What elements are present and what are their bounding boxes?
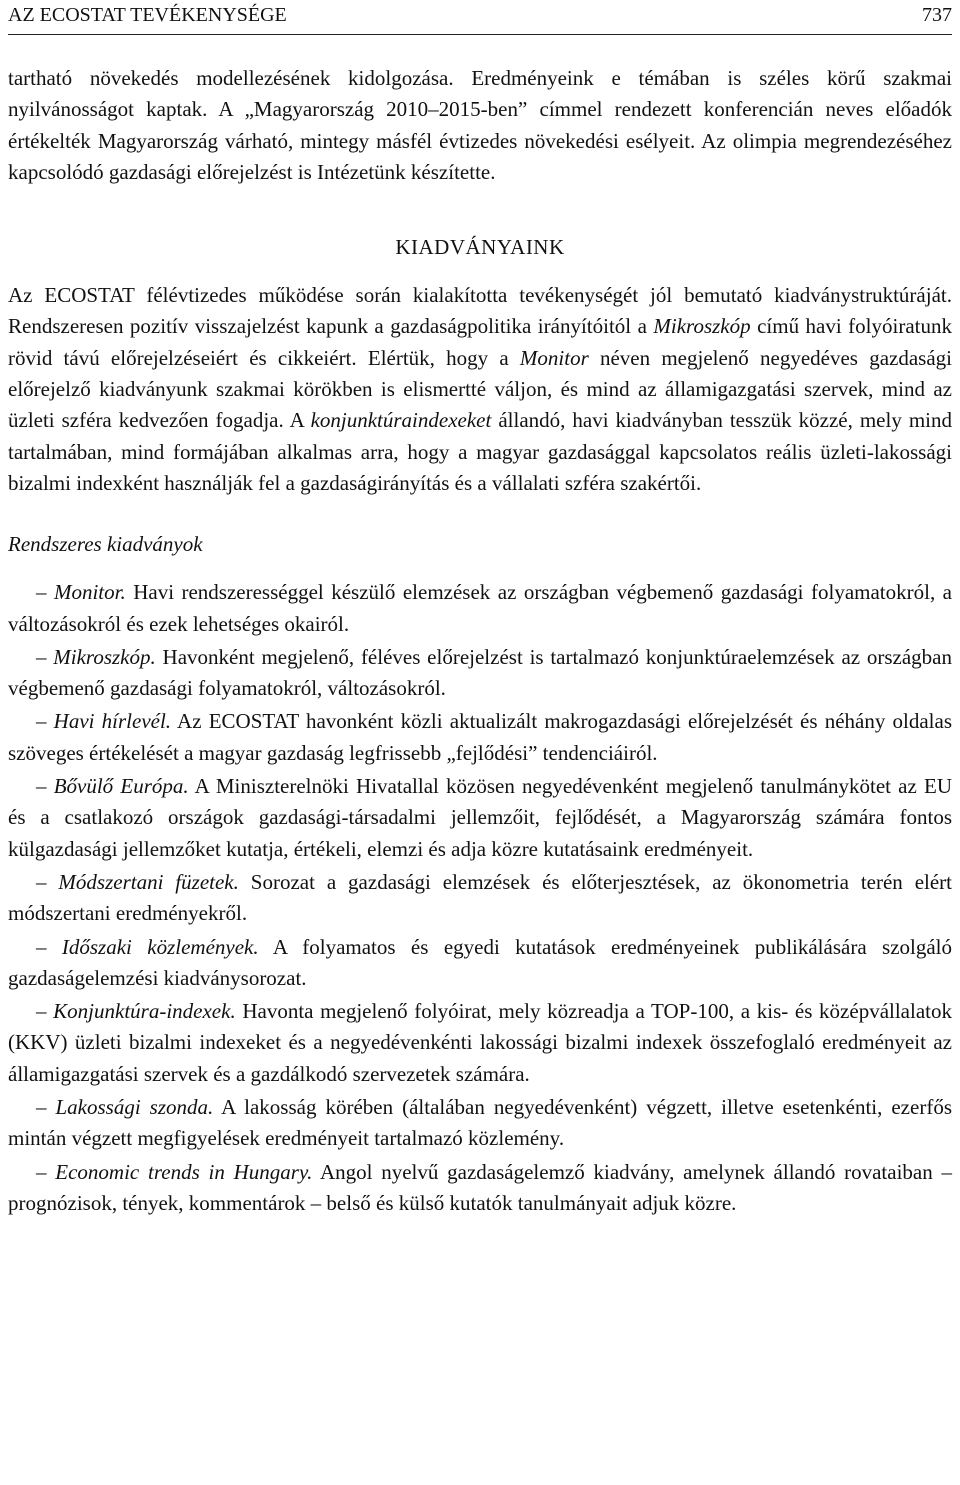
- publication-description: Havonként megjelenő, féléves előrejelzést is tartalmazó konjunktúraelemzések az országban végbemenő gazdasági folyamatokról, változásokról.: [8, 644, 952, 701]
- list-dash: –: [36, 1095, 56, 1120]
- publications-text-1: Az ECOSTAT félévtizedes működése során kialakította tevékenységét jól bemutató kiadványstruktúráját. Rendszeresen pozitív visszajelzést kapunk a gazdaságpolitika irányítóitól a: [8, 283, 952, 339]
- list-item: [8, 642, 952, 705]
- list-dash: –: [36, 999, 54, 1024]
- publication-name: Monitor.: [53, 580, 126, 605]
- publications-em-mikroszkop: Mikroszkóp: [653, 314, 751, 339]
- list-item: [8, 706, 952, 769]
- running-header-title: AZ ECOSTAT TEVÉKENYSÉGE: [8, 4, 287, 26]
- publication-name: Időszaki közlemények.: [61, 934, 259, 959]
- publications-paragraph: [8, 280, 952, 499]
- list-item: [8, 867, 952, 930]
- publication-description: Sorozat a gazdasági elemzések és előterjesztések, az ökonometria terén elért módszertani eredményekről.: [8, 869, 952, 926]
- publication-name: Konjunktúra-indexek.: [53, 999, 236, 1024]
- publication-name: Lakossági szonda.: [55, 1095, 214, 1120]
- publication-name: Bővülő Európa.: [53, 774, 189, 799]
- list-dash: –: [36, 1159, 56, 1184]
- publication-description: Havi rendszerességgel készülő elemzések az országban végbemenő gazdasági folyamatokról, a változásokról és ezek lehetséges okairól.: [8, 580, 952, 636]
- list-item: [8, 577, 952, 640]
- publications-text-3: néven megjelenő negyedéves gazdasági előrejelző kiadványunk szakmai körökben is elismertté váljon, és mind az államigazgatási szervek, mind az üzleti szféra kedvezően fogadja. A: [8, 345, 952, 433]
- publications-text-4: állandó, havi kiadványban tesszük közzé, mely mind tartalmában, mind formájában alkalmas arra, hogy a magyar gazdasággal kapcsolatos reális üzleti-lakossági bizalmi indexként használják fel a gazdaságirányítás és a vállalati szféra szakértői.: [8, 408, 952, 495]
- publication-description: A folyamatos és egyedi kutatások eredményeinek publikálására szolgáló gazdaságelemzési kiadványsorozat.: [8, 934, 953, 990]
- publication-name: Economic trends in Hungary.: [55, 1159, 313, 1184]
- list-item: [8, 996, 952, 1090]
- list-item: [8, 1157, 952, 1220]
- list-dash: –: [36, 774, 54, 799]
- list-dash: –: [36, 869, 59, 894]
- list-dash: –: [36, 644, 54, 669]
- publication-name: Havi hírlevél.: [53, 709, 172, 734]
- publication-name: Mikroszkóp.: [53, 644, 156, 669]
- list-item: [8, 932, 952, 995]
- list-item: [8, 1092, 952, 1155]
- publications-text-2: című havi folyóiratunk rövid távú előrejelzéseiért és cikkeiért. Elértük, hogy a: [8, 314, 952, 370]
- publication-description: A lakosság körében (általában negyedévenként) végzett, illetve esetenkénti, ezerfős mintán végzett megfigyelések eredményeit tartalmazó közlemény.: [8, 1095, 952, 1151]
- page-number: 737: [922, 4, 952, 26]
- list-item: [8, 771, 952, 865]
- publication-description: Az ECOSTAT havonként közli aktualizált makrogazdasági előrejelzését és néhány oldalas szöveges értékelését a magyar gazdaság legfrissebb „fejlődési” tendenciáiról.: [8, 709, 952, 765]
- subheading-regular-publications: Rendszeres kiadványok: [8, 532, 203, 557]
- running-header: [8, 0, 952, 35]
- publication-description: A Miniszterelnöki Hivatallal közösen negyedévenként megjelenő tanulmánykötet az EU és a csatlakozó országok gazdasági-társadalmi jellemzőit, fejlődését, a Magyarország számára fontos külgazdasági jellemzőket kutatja, értékeli, elemzi és adja közre kutatásaink eredményeit.: [8, 774, 953, 861]
- publications-em-monitor: Monitor: [519, 345, 589, 370]
- list-dash: –: [36, 580, 54, 605]
- intro-paragraph: tartható növekedés modellezésének kidolgozása. Eredményeink e témában is széles körű szakmai nyilvánosságot kaptak. A „Magyarország 2010–2015-ben” címmel rendezett konferencián neves előadók értékelték Magyarország várható, mintegy másfél évtizedes növekedési esélyeit. Az olimpia megrendezéséhez kapcsolódó gazdasági előrejelzést is Intézetünk készítette.: [8, 66, 952, 184]
- publication-description: Angol nyelvű gazdaságelemző kiadvány, amelynek állandó rovataiban – prognózisok, tények, kommentárok – belső és külső kutatók tanulmányait adjuk közre.: [8, 1159, 953, 1215]
- publication-list: [8, 577, 952, 1219]
- document-page: [8, 0, 952, 1219]
- list-dash: –: [36, 709, 54, 734]
- publication-description: Havonta megjelenő folyóirat, mely közreadja a TOP-100, a kis- és középvállalatok (KKV) üzleti bizalmi indexeket és a negyedévenkénti lakossági bizalmi indexek összefoglaló eredményeit az államigazgatási szervek és a gazdálkodó szervezetek számára.: [8, 999, 952, 1086]
- list-dash: –: [36, 934, 62, 959]
- publications-em-konjunktura: konjunktúraindexeket: [310, 408, 492, 433]
- section-heading-publications: KIADVÁNYAINK: [395, 235, 565, 260]
- publication-name: Módszertani füzetek.: [58, 869, 239, 894]
